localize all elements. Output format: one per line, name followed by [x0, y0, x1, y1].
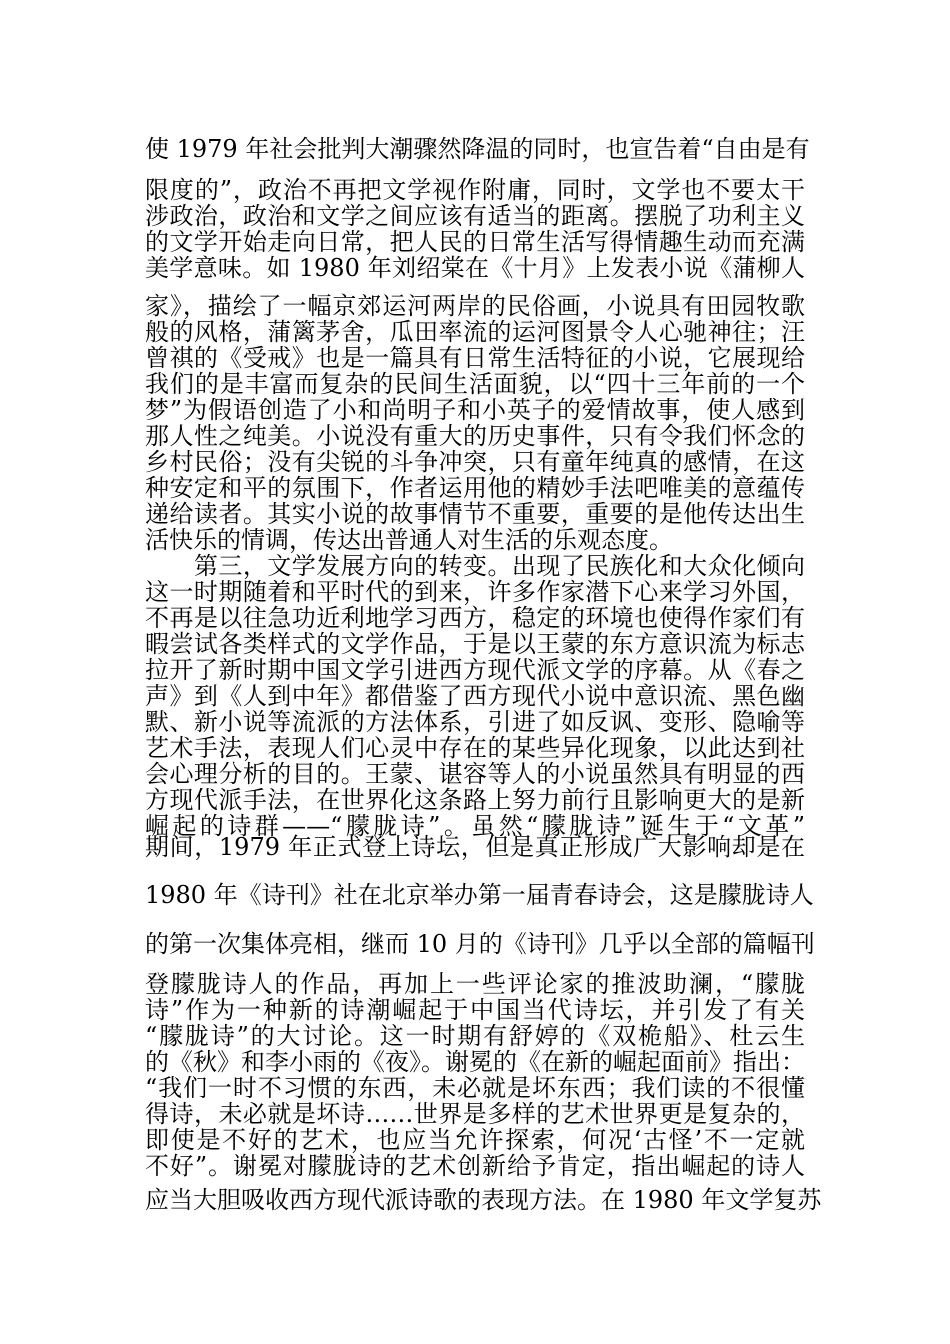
text-line: 得诗，未必就是坏诗……世界是多样的艺术世界更是复杂的， [145, 1100, 805, 1128]
text-line: 声》到《人到中年》都借鉴了西方现代小说中意识流、黑色幽 [145, 682, 805, 710]
text-line: 诗”作为一种新的诗潮崛起于中国当代诗坛，并引发了有关 [145, 996, 805, 1024]
text-line: 不好”。谢冕对朦胧诗的艺术创新给予肯定，指出崛起的诗人 [145, 1152, 805, 1180]
text-line: 方现代派手法，在世界化这条路上努力前行且影响更大的是新 [145, 786, 805, 814]
text-line: 默、新小说等流派的方法体系，引进了如反讽、变形、隐喻等 [145, 708, 805, 736]
text-line: 梦”为假语创造了小和尚明子和小英子的爱情故事，使人感到 [145, 396, 805, 424]
text-line: 登朦胧诗人的作品，再加上一些评论家的推波助澜，“朦胧 [145, 970, 805, 998]
text-line: 期间，1979 年正式登上诗坛，但是真正形成广大影响却是在 [145, 833, 805, 861]
text-line: 即使是不好的艺术，也应当允许探索，何况‘古怪’不一定就 [145, 1126, 805, 1154]
text-line: 递给读者。其实小说的故事情节不重要，重要的是他传达出生 [145, 500, 805, 528]
text-line: 使 1979 年社会批判大潮骤然降温的同时，也宣告着“自由是有 [145, 135, 810, 163]
text-line: 不再是以往急功近利地学习西方，稳定的环境也使得作家们有 [145, 604, 805, 632]
text-line: 崛起的诗群——“朦胧诗”。虽然“朦胧诗”诞生于“文革” [145, 812, 805, 840]
text-line: 应当大胆吸收西方现代派诗歌的表现方法。在 1980 年文学复苏 [145, 1186, 822, 1214]
text-line: 美学意味。如 1980 年刘绍棠在《十月》上发表小说《蒲柳人 [145, 254, 805, 282]
text-line: 活快乐的情调，传达出普通人对生活的乐观态度。 [145, 526, 673, 554]
text-line: 曾祺的《受戒》也是一篇具有日常生活特征的小说，它展现给 [145, 344, 805, 372]
text-line: 家》，描绘了一幅京郊运河两岸的民俗画，小说具有田园牧歌 [145, 292, 805, 320]
text-line: 的文学开始走向日常，把人民的日常生活写得情趣生动而充满 [145, 228, 805, 256]
text-line: “我们一时不习惯的东西，未必就是坏东西；我们读的不很懂 [145, 1074, 805, 1102]
text-line: 拉开了新时期中国文学引进西方现代派文学的序幕。从《春之 [145, 656, 805, 684]
text-line: 那人性之纯美。小说没有重大的历史事件，只有令我们怀念的 [145, 422, 805, 450]
text-line: 的第一次集体亮相，继而 10 月的《诗刊》几乎以全部的篇幅刊 [145, 930, 815, 958]
text-line: 第三，文学发展方向的转变。出现了民族化和大众化倾向 [145, 552, 805, 580]
text-line: 艺术手法，表现人们心灵中存在的某些异化现象，以此达到社 [145, 734, 805, 762]
text-line: 乡村民俗；没有尖锐的斗争冲突，只有童年纯真的感情，在这 [145, 448, 805, 476]
text-line: 涉政治，政治和文学之间应该有适当的距离。摆脱了功利主义 [145, 202, 805, 230]
text-line: “朦胧诗”的大讨论。这一时期有舒婷的《双桅船》、杜云生 [145, 1022, 805, 1050]
text-line: 种安定和平的氛围下，作者运用他的精妙手法吧唯美的意蕴传 [145, 474, 805, 502]
text-line: 般的风格，蒲篱茅舍，瓜田率流的运河图景令人心驰神往；汪 [145, 318, 805, 346]
text-line: 暇尝试各类样式的文学作品，于是以王蒙的东方意识流为标志 [145, 630, 805, 658]
text-line: 我们的是丰富而复杂的民间生活面貌，以“四十三年前的一个 [145, 370, 805, 398]
text-line: 这一时期随着和平时代的到来，许多作家潜下心来学习外国， [145, 578, 805, 606]
text-line: 的《秋》和李小雨的《夜》。谢冕的《在新的崛起面前》指出： [145, 1048, 805, 1076]
text-line: 会心理分析的目的。王蒙、谌容等人的小说虽然具有明显的西 [145, 760, 805, 788]
text-line: 1980 年《诗刊》社在北京举办第一届青春诗会，这是朦胧诗人 [145, 881, 814, 909]
text-line: 限度的”，政治不再把文学视作附庸，同时，文学也不要太干 [145, 176, 805, 204]
